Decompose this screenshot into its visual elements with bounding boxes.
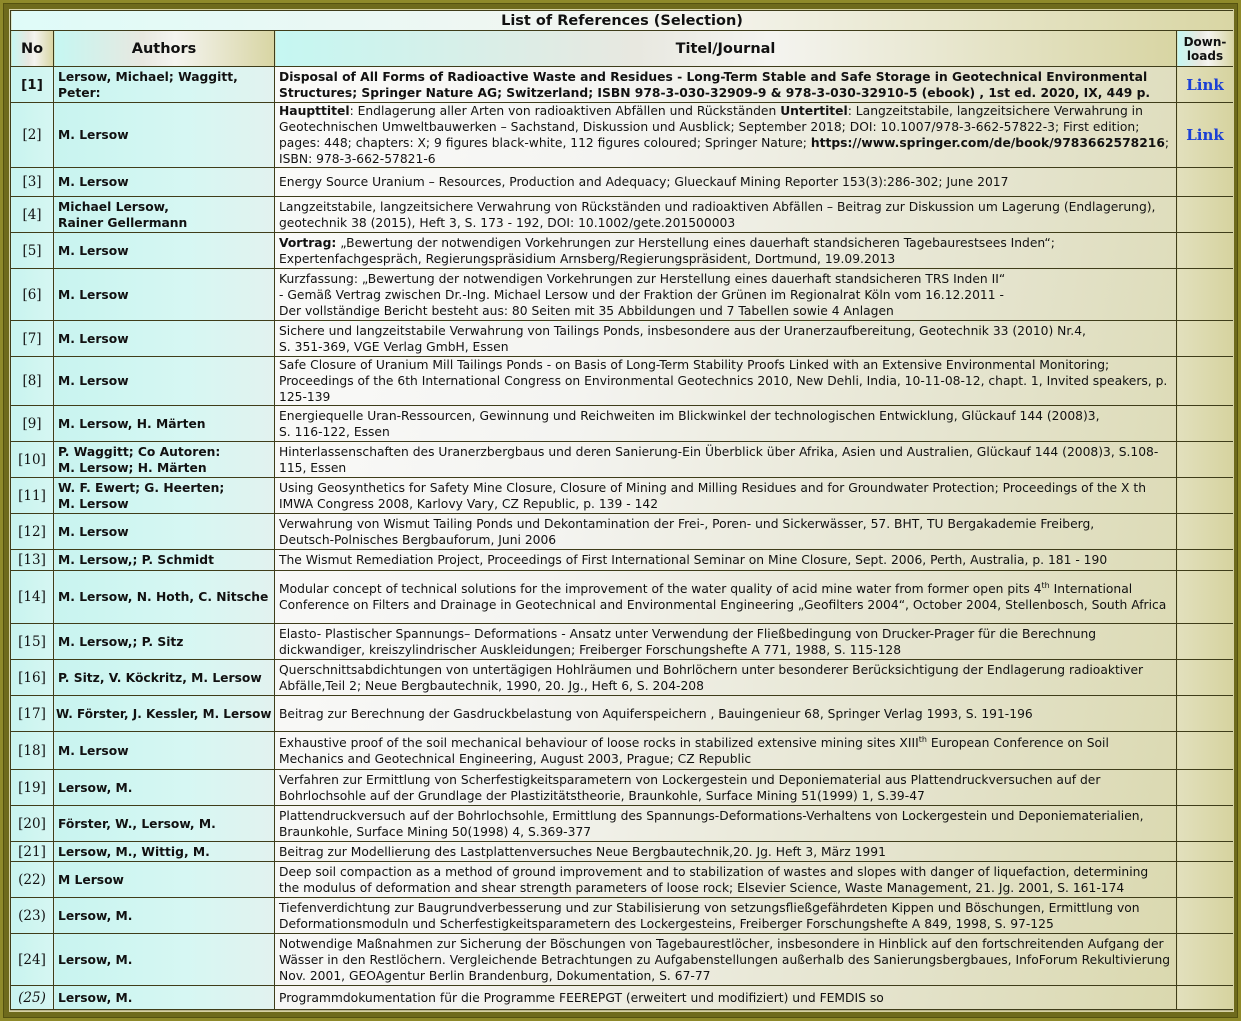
download-cell [1177,732,1234,770]
download-cell [1177,898,1234,934]
title-text: Exhaustive proof of the soil mechanical behaviour of loose rocks in stabilized extensive mining sites XIII [279,735,919,750]
superscript: th [918,734,927,744]
download-cell [1177,514,1234,550]
row-title: Safe Closure of Uranium Mill Tailings Ponds - on Basis of Long-Term Stability Proofs Linked with an Extensive Environmental Monitoring; Proceedings of the 6th International Congress on Environmental Geotechnics 2010, New Dehli, India, 10-11-08-12, chapt. 1, Invited speakers, p. 125-139 [275,357,1177,406]
row-title: Energy Source Uranium – Resources, Production and Adequacy; Glueckauf Mining Reporter 153(3):286-302; June 2017 [275,168,1177,197]
row-authors: M. Lersow, H. Märten [54,406,275,442]
row-number: [6] [11,269,54,321]
title-text: ; ISBN: 978-3-662-57821-6 [279,136,1170,166]
download-cell [1177,357,1234,406]
row-title: Notwendige Maßnahmen zur Sicherung der Böschungen von Tagebaurestlöcher, insbesondere in Hinblick auf den fortschreitenden Aufgang der Wässer in den Restlöchern. Vergleichende Betrachtungen zu Aufgabenstellungen außerhalb des Sanierungsbergbaues, InfoForum Rekultivierung Nov. 2001, GEOAgentur Berlin Brandenburg, Dokumentation, S. 67-77 [275,934,1177,986]
download-cell [1177,770,1234,806]
row-authors: Lersow, M., Wittig, M. [54,842,275,862]
row-number: [11] [11,478,54,514]
title-text: : Langzeitstabile, langzeitsichere Verwahrung in Geotechnischen Umweltbauwerken – Sachstand, Diskussion und Ausblick; September 2018; DOI: 10.1007/978-3-662-57822-3; First edition; pages: 448; chapters: X; 9 figures black-white, 112 figures coloured; Springer Nature; [279,104,1143,150]
table-row [11,862,1234,898]
table-row [11,321,1234,357]
title-text: International Conference on Filters and Drainage in Geotechnical and Environmental Engineering „Geofilters 2004“, October 2004, Stellenbosch, South Africa [279,582,1167,612]
download-cell [1177,269,1234,321]
download-cell [1177,806,1234,842]
row-number: [13] [11,550,54,571]
row-title: Energiequelle Uran-Ressourcen, Gewinnung und Reichweiten im Blickwinkel der technologischen Entwicklung, Glückauf 144 (2008)3, S. 116-122, Essen [275,406,1177,442]
row-title: Elasto- Plastischer Spannungs– Deformations - Ansatz unter Verwendung der Fließbedingung von Drucker-Prager für die Berechnung dickwandiger, kreiszylindrischer Auskleidungen; Freiberger Forschungshefte A 771, 1988, S. 115-128 [275,624,1177,660]
row-title: Hinterlassenschaften des Uranerzbergbaus und deren Sanierung-Ein Überblick über Afrika, Asien und Australien, Glückauf 144 (2008)3, S.108-115, Essen [275,442,1177,478]
table-row [11,986,1234,1010]
row-number: [10] [11,442,54,478]
table-container [9,9,1234,1012]
download-cell [1177,934,1234,986]
row-authors: M. Lersow,; P. Sitz [54,624,275,660]
row-title: The Wismut Remediation Project, Proceedings of First International Seminar on Mine Closure, Sept. 2006, Perth, Australia, p. 181 - 190 [275,550,1177,571]
table-row [11,934,1234,986]
table-row [11,660,1234,696]
row-title: Using Geosynthetics for Safety Mine Closure, Closure of Mining and Milling Residues and for Groundwater Protection; Proceedings of the X th IMWA Congress 2008, Karlovy Vary, CZ Republic, p. 139 - 142 [275,478,1177,514]
row-authors: Lersow, M. [54,898,275,934]
header-row [11,31,1234,67]
row-number: [3] [11,168,54,197]
row-authors: M. Lersow [54,514,275,550]
row-authors: Lersow, M. [54,770,275,806]
row-number: [17] [11,696,54,732]
table-row [11,357,1234,406]
row-authors: M. Lersow,; P. Schmidt [54,550,275,571]
row-number: [18] [11,732,54,770]
row-authors: M. Lersow [54,168,275,197]
row-authors: M Lersow [54,862,275,898]
download-cell [1177,442,1234,478]
outer-frame [3,3,1238,1018]
table-row [11,406,1234,442]
title-text: European Conference on Soil Mechanics and Geotechnical Engineering, August 2003, Prague; CZ Republic [279,735,1109,766]
row-authors: Lersow, M. [54,934,275,986]
table-row [11,806,1234,842]
row-authors: Michael Lersow, Rainer Gellermann [54,197,275,233]
download-link[interactable]: Link [1177,67,1234,103]
row-number: [4] [11,197,54,233]
row-authors: M. Lersow [54,233,275,269]
header-authors: Authors [54,31,275,67]
row-number: [1] [11,67,54,103]
row-title [275,233,1177,269]
download-cell [1177,862,1234,898]
row-number: [16] [11,660,54,696]
row-number: [8] [11,357,54,406]
row-authors: M. Lersow [54,269,275,321]
row-title [275,732,1177,770]
table-row [11,168,1234,197]
row-number: [19] [11,770,54,806]
table-row [11,770,1234,806]
row-title: Langzeitstabile, langzeitsichere Verwahrung von Rückständen und radioaktiven Abfällen – Beitrag zur Diskussion um Lagerung (Endlagerung), geotechnik 38 (2015), Heft 3, S. 173 - 192, DOI: 10.1002/gete.201500003 [275,197,1177,233]
row-title: Kurzfassung: „Bewertung der notwendigen Vorkehrungen zur Herstellung eines dauerhaft standsicheren TRS Inden II“ - Gemäß Vertrag zwischen Dr.-Ing. Michael Lersow und der Fraktion der Grünen im Regionalrat Köln vom 16.12.2011 - Der vollständige Bericht besteht aus: 80 Seiten mit 35 Abbildungen und 7 Tabellen sowie 4 Anlagen [275,269,1177,321]
row-title: Disposal of All Forms of Radioactive Waste and Residues - Long-Term Stable and Safe Storage in Geotechnical Environmental Structures; Springer Nature AG; Switzerland; ISBN 978-3-030-32909-9 & 978-3-030-32910-5 (ebook) , 1st ed. 2020, IX, 449 p. [275,67,1177,103]
row-authors: P. Sitz, V. Köckritz, M. Lersow [54,660,275,696]
download-cell [1177,406,1234,442]
row-authors: M. Lersow [54,357,275,406]
row-title: Tiefenverdichtung zur Baugrundverbesserung und zur Stabilisierung von setzungsfließgefährdeten Kippen und Böschungen, Ermittlung von Deformationsmoduln und Scherfestigkeitsparametern des Lockergesteins, Freiberger Forschungshefte A 849, 1998, S. 97-125 [275,898,1177,934]
table-row [11,269,1234,321]
springer-url[interactable]: https://www.springer.com/de/book/9783662578216 [810,136,1165,150]
download-link[interactable]: Link [1177,103,1234,168]
title-text: : Endlagerung aller Arten von radioaktiven Abfällen und Rückständen [349,104,781,118]
row-title: Verwahrung von Wismut Tailing Ponds und Dekontamination der Frei-, Poren- und Sickerwässer, 57. BHT, TU Bergakademie Freiberg, Deutsch-Polnisches Bergbauforum, Juni 2006 [275,514,1177,550]
row-authors: M. Lersow [54,103,275,168]
download-cell [1177,550,1234,571]
row-number: [2] [11,103,54,168]
row-authors: W. F. Ewert; G. Heerten; M. Lersow [54,478,275,514]
title-text: Modular concept of technical solutions for the improvement of the water quality of acid mine water from former open pits 4 [279,582,1042,596]
table-row [11,624,1234,660]
download-cell [1177,197,1234,233]
table-row [11,514,1234,550]
download-cell [1177,696,1234,732]
references-table [10,10,1234,1010]
row-number: [14] [11,571,54,624]
row-title [275,103,1177,168]
table-row [11,67,1234,103]
row-title: Querschnittsabdichtungen von untertägigen Hohlräumen und Bohrlöchern unter besonderer Berücksichtigung der Endlagerung radioaktiver Abfälle,Teil 2; Neue Bergbautechnik, 1990, 20. Jg., Heft 6, S. 204-208 [275,660,1177,696]
table-title: List of References (Selection) [11,11,1234,31]
superscript: th [1041,580,1050,590]
header-title: Titel/Journal [275,31,1177,67]
row-authors: M. Lersow [54,321,275,357]
download-cell [1177,842,1234,862]
table-row [11,732,1234,770]
table-row [11,696,1234,732]
title-text: „Bewertung der notwendigen Vorkehrungen zur Herstellung eines dauerhaft standsicheren Tagebaurestsees Inden“; Expertenfachgespräch, Regierungspräsidium Arnsberg/Regierungspräsident, Dortmund, 19.09.2013 [279,235,1055,266]
table-row [11,233,1234,269]
row-title: Plattendruckversuch auf der Bohrlochsohle, Ermittlung des Spannungs-Deformations-Verhaltens von Lockergestein und Deponiematerialien, Braunkohle, Surface Mining 50(1998) 4, S.369-377 [275,806,1177,842]
table-row [11,442,1234,478]
row-authors: Lersow, Michael; Waggitt, Peter: [54,67,275,103]
row-number: [9] [11,406,54,442]
title-label-untertitel: Untertitel [780,104,848,118]
row-number: [24] [11,934,54,986]
table-row [11,571,1234,624]
row-title: Programmdokumentation für die Programme FEEREPGT (erweitert und modifiziert) und FEMDIS so [275,986,1177,1010]
row-authors: W. Förster, J. Kessler, M. Lersow [54,696,275,732]
table-title-row [11,11,1234,31]
table-row [11,842,1234,862]
download-cell [1177,660,1234,696]
row-number: [21] [11,842,54,862]
title-label-vortrag: Vortrag: [279,235,337,250]
table-row [11,898,1234,934]
row-authors: Förster, W., Lersow, M. [54,806,275,842]
row-title: Sichere und langzeitstabile Verwahrung von Tailings Ponds, insbesondere aus der Uranerzaufbereitung, Geotechnik 33 (2010) Nr.4, S. 351-369, VGE Verlag GmbH, Essen [275,321,1177,357]
title-label-haupttitel: Haupttitel [279,104,350,118]
row-authors: M. Lersow [54,732,275,770]
header-downloads: Down- loads [1177,31,1234,67]
download-cell [1177,986,1234,1010]
row-number: [12] [11,514,54,550]
table-row [11,550,1234,571]
row-number: [5] [11,233,54,269]
row-number: (25) [11,986,54,1010]
download-cell [1177,624,1234,660]
row-number: [15] [11,624,54,660]
row-authors: Lersow, M. [54,986,275,1010]
table-row [11,478,1234,514]
download-cell [1177,233,1234,269]
row-number: (22) [11,862,54,898]
row-number: [7] [11,321,54,357]
download-cell [1177,321,1234,357]
row-title: Verfahren zur Ermittlung von Scherfestigkeitsparametern von Lockergestein und Deponiematerial aus Plattendruckversuchen auf der Bohrlochsohle auf der Grundlage der Plastizitätstheorie, Braunkohle, Surface Mining 51(1999) 1, S.39-47 [275,770,1177,806]
download-cell [1177,168,1234,197]
row-authors: P. Waggitt; Co Autoren: M. Lersow; H. Märten [54,442,275,478]
row-number: (23) [11,898,54,934]
row-number: [20] [11,806,54,842]
row-title: Deep soil compaction as a method of ground improvement and to stabilization of wastes and slopes with danger of liquefaction, determining the modulus of deformation and shear strength parameters of loose rock; Elsevier Science, Waste Management, 21. Jg. 2001, S. 161-174 [275,862,1177,898]
row-title [275,571,1177,624]
download-cell [1177,571,1234,624]
table-row [11,103,1234,168]
download-cell [1177,478,1234,514]
row-authors: M. Lersow, N. Hoth, C. Nitsche [54,571,275,624]
row-title: Beitrag zur Berechnung der Gasdruckbelastung von Aquiferspeichern , Bauingenieur 68, Springer Verlag 1993, S. 191-196 [275,696,1177,732]
row-title: Beitrag zur Modellierung des Lastplattenversuches Neue Bergbautechnik,20. Jg. Heft 3, März 1991 [275,842,1177,862]
table-row [11,197,1234,233]
header-no: No [11,31,54,67]
